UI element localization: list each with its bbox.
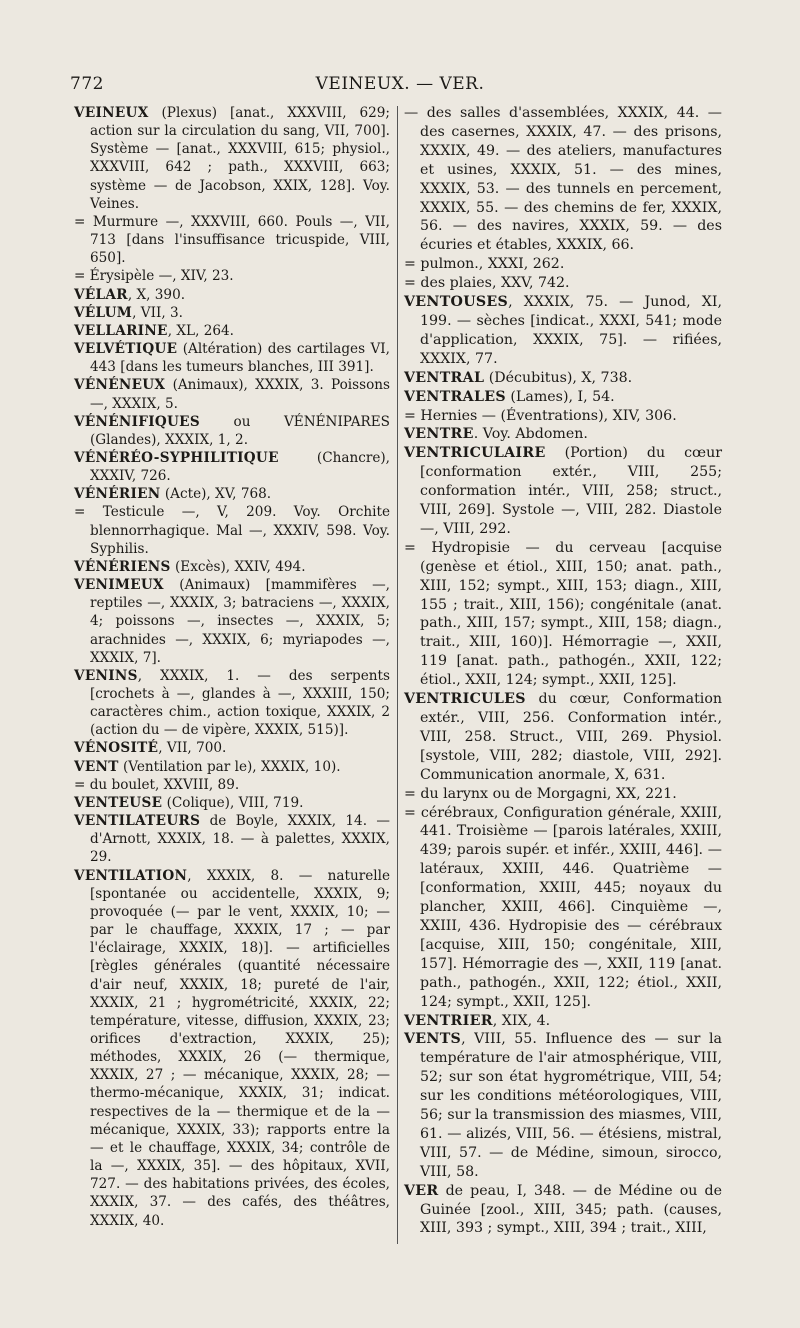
index-entry: [74, 867, 390, 1230]
index-entry: [74, 449, 390, 485]
page-number: 772: [70, 74, 104, 94]
index-entry: [74, 413, 390, 449]
index-entry: [404, 255, 722, 274]
entry-headword: VENTRICULES: [404, 691, 526, 708]
entry-text: , XXXIX, 1. — des serpents [crochets à —, glandes à —, XXXIII, 150; caractères chim., action toxique, XXXIX, 2 (action du — de vipère, XXXIX, 515)].: [90, 667, 390, 739]
index-entry: [404, 369, 722, 388]
entry-headword: VENTOUSES: [404, 294, 509, 311]
entry-headword: VER: [404, 1182, 439, 1199]
index-entry: [404, 104, 722, 255]
index-entry: [74, 322, 390, 340]
index-entry: [404, 539, 722, 690]
index-entry: [404, 293, 722, 369]
index-entry: [74, 213, 390, 267]
entry-text: (Animaux), XXXIX, 3. Poissons —, XXXIX, 5.: [90, 377, 390, 412]
entry-text: = pulmon., XXXI, 262.: [404, 256, 565, 273]
entry-text: ou VÉNÉNIPARES (Glandes), XXXIX, 1, 2.: [90, 413, 390, 448]
running-title: VEINEUX. — VER.: [315, 74, 485, 94]
entry-headword: VÉNÉNEUX: [74, 377, 166, 394]
entry-headword: VENTRIER: [404, 1012, 493, 1029]
entry-headword: VENTS: [404, 1031, 462, 1048]
entry-text: = Érysipèle —, XIV, 23.: [74, 268, 234, 285]
index-entry: [74, 758, 390, 776]
entry-headword: VÉLUM: [74, 304, 133, 321]
index-entry: [74, 776, 390, 794]
entry-headword: VENTILATION: [74, 867, 188, 884]
index-entry: [74, 286, 390, 304]
entry-text: = Hernies — (Éventrations), XIV, 306.: [404, 407, 677, 424]
entry-headword: VÉNOSITÉ: [74, 740, 159, 757]
index-entry: [74, 104, 390, 213]
entry-text: = du boulet, XXVIII, 89.: [74, 776, 240, 793]
entry-headword: VENIMEUX: [74, 577, 164, 594]
column-divider: [397, 106, 398, 1244]
entry-headword: VÉNÉNIFIQUES: [74, 413, 200, 430]
entry-text: (Excès), XXIV, 494.: [170, 558, 306, 575]
entry-headword: VENTRE: [404, 426, 474, 443]
index-entry: [404, 444, 722, 539]
entry-text: , VIII, 55. Influence des — sur la température de l'air atmosphérique, VIII, 52; sur son état hygrométrique, VIII, 54; sur les conditions météorologiques, VIII, 56; sur la transmission des miasmes, VIII, 61. — alizés, VIII, 56. — étésiens, mistral, VIII, 57. — de Médine, simoun, sirocco, VIII, 58.: [420, 1031, 722, 1180]
entry-text: , X, 390.: [127, 286, 186, 303]
index-entry: [404, 804, 722, 1012]
index-entry: [74, 558, 390, 576]
entry-text: , XXXIX, 75. — Junod, XI, 199. — sèches [indicat., XXXI, 541; mode d'application, XXXIX, 75]. — rifiées, XXXIX, 77.: [420, 294, 722, 367]
index-entry: [74, 267, 390, 285]
entry-text: = Hydropisie — du cerveau [acquise (genèse et étiol., XIII, 150; anat. path., XIII, 152; sympt., XIII, 153; diagn., XIII, 155 ; trait., XIII, 156); congénitale (anat. path., XIII, 157; sympt., XIII, 158; diagn., trait., XIII, 160)]. Hémorragie —, XXII, 119 [anat. path., pathogén., XXII, 122; étiol., XXII, 124; sympt., XXII, 125].: [404, 539, 722, 689]
index-entry: [404, 388, 722, 407]
index-entry: [74, 739, 390, 757]
entry-text: = du larynx ou de Morgagni, XX, 221.: [404, 785, 677, 802]
entry-headword: VELVÉTIQUE: [74, 341, 178, 358]
index-entry: [404, 690, 722, 785]
index-entry: [404, 407, 722, 426]
index-entry: [404, 1182, 722, 1239]
index-entry: [74, 485, 390, 503]
entry-text: = des plaies, XXV, 742.: [404, 275, 570, 292]
entry-headword: VENT: [74, 758, 119, 775]
entry-headword: VÉLAR: [74, 286, 128, 303]
entry-text: (Portion) du cœur [conformation extér., VIII, 255; conformation intér., VIII, 258; struct., VIII, 269]. Systole —, VIII, 282. Diastole —, VIII, 292.: [420, 445, 722, 537]
entry-text: . Voy. Abdomen.: [473, 426, 588, 443]
entry-headword: VELLARINE: [74, 322, 168, 339]
entry-text: = Murmure —, XXXVIII, 660. Pouls —, VII, 713 [dans l'insuffisance tricuspide, VIII, 650].: [74, 213, 390, 267]
index-entry: [74, 340, 390, 376]
entry-text: (Lames), I, 54.: [505, 388, 615, 405]
entry-text: = cérébraux, Configuration générale, XXIII, 441. Troisième — [parois latérales, XXIII, 439; parois supér. et infér., XXIII, 446]. — latéraux, XXIII, 446. Quatrième — [conformation, XXIII, 445; noyaux du plancher, XXIII, 466]. Cinquième —, XXIII, 436. Hydropisie des — cérébraux [acquise, XIII, 150; congénitale, XIII, 157]. Hémorragie des —, XXII, 119 [anat. path., pathogén., XXII, 122; étiol., XXII, 124; sympt., XXII, 125].: [404, 804, 722, 1010]
entry-headword: VENTEUSE: [74, 794, 163, 811]
entry-headword: VENTRALES: [404, 388, 506, 405]
entry-headword: VENINS: [74, 667, 138, 684]
index-entry: [404, 1012, 722, 1031]
index-entry: [74, 376, 390, 412]
entry-text: , XL, 264.: [167, 322, 234, 339]
index-entry: [404, 274, 722, 293]
index-entry: [74, 503, 390, 557]
entry-text: (Ventilation par le), XXXIX, 10).: [118, 758, 341, 775]
entry-text: (Décubitus), X, 738.: [484, 369, 633, 386]
index-entry: [74, 812, 390, 866]
entry-text: = Testicule —, V, 209. Voy. Orchite blennorrhagique. Mal —, XXXIV, 598. Voy. Syphilis.: [74, 504, 390, 557]
entry-text: , VII, 700.: [158, 740, 227, 757]
index-entry: [404, 425, 722, 444]
entry-text: (Colique), VIII, 719.: [162, 794, 304, 811]
entry-text: (Plexus) [anat., XXXVIII, 629; action sur la circulation du sang, VII, 700]. Système — [anat., XXXVIII, 615; physiol., XXXVIII, 642 ; path., XXXVIII, 663; système — de Jacobson, XXIX, 128]. Voy. Veines.: [90, 105, 390, 212]
index-entry: [404, 785, 722, 804]
entry-text: (Altération) des cartilages VI, 443 [dans les tumeurs blanches, III 391].: [90, 341, 390, 376]
index-entry: [74, 794, 390, 812]
entry-headword: VÉNÉRIEN: [74, 486, 161, 503]
entry-headword: VENTILATEURS: [74, 813, 201, 830]
entry-text: de Boyle, XXXIX, 14. — d'Arnott, XXXIX, 18. — à palettes, XXXIX, 29.: [90, 813, 390, 866]
entry-text: , VII, 3.: [132, 304, 183, 321]
index-column-right: [404, 104, 722, 1238]
index-column-left: [74, 104, 390, 1230]
entry-text: (Chancre), XXXIV, 726.: [90, 449, 390, 485]
index-entry: [74, 576, 390, 667]
entry-headword: VÉNÉRIENS: [74, 558, 171, 575]
entry-headword: VENTRICULAIRE: [404, 445, 546, 462]
entry-text: , XXXIX, 8. — naturelle [spontanée ou accidentelle, XXXIX, 9; provoquée (— par le vent, XXXIX, 10; — par le chauffage, XXXIX, 17 ; — par l'éclairage, XXXIX, 18)]. — artificielles [règles générales (quantité nécessaire d'air neuf, XXXIX, 18; pureté de l'air, XXXIX, 21 ; hygrométricité, XXXIX, 22; température, vitesse, diffusion, XXXIX, 23; orifices d'extraction, XXXIX, 25); méthodes, XXXIX, 26 (— thermique, XXXIX, 27 ; — mécanique, XXXIX, 28; — thermo-mécanique, XXXIX, 31; indicat. respectives de la — thermique et de la — mécanique, XXXIX, 33); rapports entre la — et le chauffage, XXXIX, 34; contrôle de la —, XXXIX, 35]. — des hôpitaux, XVII, 727. — des habitations privées, des écoles, XXXIX, 37. — des cafés, des théâtres, XXXIX, 40.: [90, 867, 390, 1229]
entry-headword: VÉNÉRÉO-SYPHILITIQUE: [74, 449, 279, 466]
entry-headword: VENTRAL: [404, 369, 485, 386]
entry-text: , XIX, 4.: [492, 1012, 551, 1029]
index-entry: [74, 667, 390, 740]
entry-text: — des salles d'assemblées, XXXIX, 44. — des casernes, XXXIX, 47. — des prisons, XXXIX, 49. — des ateliers, manufactures et usines, XXXIX, 51. — des mines, XXXIX, 53. — des tunnels en percement, XXXIX, 55. — des chemins de fer, XXXIX, 56. — des navires, XXXIX, 59. — des écuries et étables, XXXIX, 66.: [404, 105, 722, 254]
entry-text: (Animaux) [mammifères —, reptiles —, XXXIX, 3; batraciens —, XXXIX, 4; poissons —, insectes —, XXXIX, 5; arachnides —, XXXIX, 6; myriapodes —, XXXIX, 7].: [90, 577, 390, 666]
entry-headword: VEINEUX: [74, 105, 149, 121]
page-header: [70, 74, 730, 100]
index-entry: [74, 304, 390, 322]
entry-text: du cœur, Conformation extér., VIII, 256. Conformation intér., VIII, 258. Struct., VIII, 269. Physiol. [systole, VIII, 282; diastole, VIII, 292]. Communication anormale, X, 631.: [420, 691, 722, 783]
entry-text: de peau, I, 348. — de Médine ou de Guinée [zool., XIII, 345; path. (causes, XIII, 393 ; sympt., XIII, 394 ; trait., XIII,: [420, 1182, 722, 1237]
entry-text: (Acte), XV, 768.: [160, 486, 272, 503]
index-entry: [404, 1030, 722, 1181]
